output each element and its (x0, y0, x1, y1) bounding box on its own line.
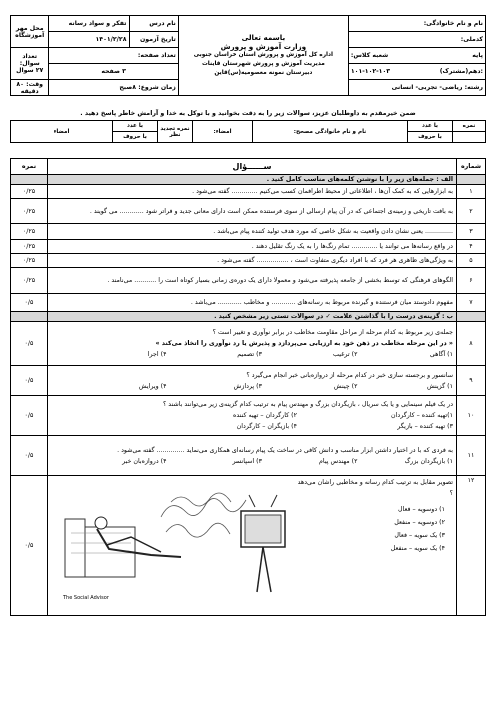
subject-value-cell (49, 16, 129, 32)
question-score: ۰/۲۵ (11, 199, 48, 224)
review-score-label: نمره تجدید نظر (160, 125, 190, 138)
question-row (11, 436, 486, 476)
score-label: نمره (462, 123, 476, 129)
question-text: مفهوم دادوستد میان فرستنده و گیرنده مربوط به رسانه‌های ............ و مخاطب ............ می‌باشد . (48, 294, 457, 312)
class-value: ۱۰۱-۱۰۲-۱۰۳ (350, 68, 391, 75)
question-number: ۱ (457, 185, 486, 199)
option[interactable]: ۴) بازیگران – کارگردان (236, 423, 297, 430)
question-row (11, 268, 486, 294)
review-in-numbers: با عدد (126, 123, 144, 129)
field-label: رشته: (464, 84, 483, 91)
grading-box (10, 120, 486, 143)
question-row (11, 254, 486, 268)
question-number: ۱۰ (457, 396, 486, 436)
options (51, 349, 453, 360)
question-score: ۰/۵ (11, 322, 48, 366)
qcount-label: تعداد سوال: (19, 53, 40, 67)
question-number: ۱۲ (457, 476, 486, 616)
question-text: به ویژگی‌های ظاهری هر فرد که با افراد دیگری متفاوت است ، ................ گفته می‌شود . (48, 254, 457, 268)
table-header (11, 159, 486, 175)
question-text: .............. یعنی نشان دادن واقعیت به شکل خاصی که مورد هدف تولید کننده پیام می‌باشد . (48, 224, 457, 240)
date-value-cell (49, 32, 129, 48)
option[interactable]: ۲) ترغیب (333, 351, 358, 358)
pages-cell (49, 48, 178, 64)
col-num: شماره (457, 159, 486, 175)
date-label-cell (129, 32, 178, 48)
question-number: ۹ (457, 366, 486, 396)
question-number: ۴ (457, 240, 486, 254)
option[interactable]: ۳) یک سویه – فعال (394, 532, 445, 539)
sign2-label: امضاء (53, 128, 70, 135)
score-number-cell (408, 121, 453, 132)
section-b-title: ب : گزینه‌ی درست را با گذاشتن علامت ✓ در سوالات تستی زیر مشخص کنید . (48, 312, 457, 322)
option[interactable]: ۱) آگاهی (429, 351, 453, 358)
option[interactable]: ۲) کارگردان – تهیه کننده (233, 412, 297, 419)
qcount-value: ۲۷ سوال (16, 67, 44, 74)
score-cell (453, 121, 486, 132)
start-time: زمان شروع: ۸صبح (119, 84, 176, 91)
option[interactable]: ۲) چینش (333, 382, 358, 390)
question-text: تصویر مقابل به ترتیب کدام رسانه و مخاطبی راشان می‌دهد ؟ (297, 479, 453, 497)
section-a-num (457, 175, 486, 185)
option[interactable]: ۳) اسپانسر (232, 457, 262, 465)
question-row (11, 366, 486, 396)
image-caption: The Social Advisor (63, 595, 109, 601)
name-cell (348, 16, 485, 32)
sign-cell (193, 121, 253, 143)
seal-label: محل مهر (15, 24, 44, 32)
option[interactable]: ۴) اجرا (147, 351, 167, 358)
review-score-cell (158, 121, 193, 143)
option[interactable]: ۴) دروازه‌بان خبر (122, 457, 167, 465)
corrector-cell (253, 121, 408, 143)
question-score: ۰/۵ (11, 436, 48, 476)
section-b-score (11, 312, 48, 322)
question-score: ۰/۵ (11, 294, 48, 312)
code-cell (348, 32, 485, 48)
section-a-score (11, 175, 48, 185)
option[interactable]: ۱) دوسویه – فعال (397, 506, 445, 513)
question-number: ۱۱ (457, 436, 486, 476)
option[interactable]: ۴) ویرایش (138, 382, 167, 390)
question-text: الگوهای فرهنگی که توسط بخشی از جامعه پذیرفته می‌شود و معمولا دارای یک دوره‌ی زمانی بسیار کوتاه است را ........... می‌نامند . (48, 268, 457, 294)
pages-value-cell (49, 64, 178, 80)
time-label: وقت: (26, 80, 44, 88)
header-school: دبیرستان نمونه معصومیه(س)قاین (214, 70, 313, 76)
question-body (48, 396, 457, 436)
option[interactable]: ۱)تهیه کننده – کارگردان (391, 412, 453, 419)
review-in-letters: با حروف (123, 134, 147, 140)
question-score: ۰/۲۵ (11, 240, 48, 254)
question-body (48, 366, 457, 396)
score-in-numbers: با عدد (421, 123, 439, 129)
question-row (11, 396, 486, 436)
options (51, 456, 453, 467)
option[interactable]: ۳) پردازش (233, 382, 262, 390)
options (51, 410, 453, 432)
options (51, 381, 453, 392)
review-number-cell (113, 121, 158, 132)
question-row (11, 199, 486, 224)
question-text: سانسور و برجسته سازی خبر در کدام مرحله از دروازه‌بانی خبر انجام می‌گیرد ؟ (246, 371, 453, 379)
time-value: ۸۰ دقیقه (16, 80, 39, 95)
field-cell (348, 80, 485, 96)
header-title: باسمه تعالی (241, 33, 286, 42)
subject-label-cell (129, 16, 178, 32)
option[interactable]: ۱) بازیگردان بزرگ (404, 457, 453, 465)
question-number: ۷ (457, 294, 486, 312)
option[interactable]: ۲) دوسویه – منفعل (394, 519, 445, 526)
option[interactable]: ۳) تصمیم (237, 351, 262, 358)
question-score: ۰/۲۵ (11, 254, 48, 268)
question-score: ۰/۲۵ (11, 268, 48, 294)
question-number: ۳ (457, 224, 486, 240)
class-label: شعبه کلاس: (350, 52, 389, 59)
section-b-num (457, 312, 486, 322)
review-letters-cell (113, 132, 158, 143)
question-number: ۶ (457, 268, 486, 294)
col-question: ســــــؤال (48, 159, 457, 175)
header-center (178, 16, 348, 96)
time-cell (11, 80, 49, 96)
exam-header (10, 15, 486, 96)
question-row (11, 294, 486, 312)
question-row (11, 240, 486, 254)
option[interactable]: ۳) تهیه کننده – بازیگر (397, 423, 453, 430)
field-value: ریاضی- تجربی- انسانی (391, 84, 463, 91)
col-score: نمره (11, 159, 48, 175)
question-score: ۰/۵ (11, 366, 48, 396)
question-text: به فردی که با در اختیار داشتن ابزار مناسب و دانش کافی در ساخت یک پیام رسانه‌ای همکاری می‌نماید .............. گفته می‌شود . (117, 446, 453, 454)
section-a-row (11, 175, 486, 185)
start-cell (49, 80, 178, 96)
subject-value: تفکر و سواد رسانه (68, 20, 127, 27)
question-row (11, 224, 486, 240)
question-text: در یک فیلم سینمایی و یا یک سریال ، بازیگردان بزرگ و مهندس پیام به ترتیب کدام گزینه‌ی زیر می‌توانند باشند ؟ (162, 401, 453, 408)
date-value: ۱۴۰۱/۲/۲۸ (95, 36, 127, 43)
question-number: ۲ (457, 199, 486, 224)
option[interactable]: ۱) گزینش (426, 382, 453, 390)
pages-value: ۳ صفحه (101, 68, 126, 75)
question-number: ۵ (457, 254, 486, 268)
header-province: اداره کل آموزش و پرورش استان خراسان جنوبی (193, 52, 333, 58)
corrector-label: نام و نام خانوادگی مصحح: (293, 128, 367, 135)
name-label: نام و نام خانوادگی: (423, 20, 483, 27)
question-row (11, 185, 486, 199)
question-row (11, 322, 486, 366)
tv-illustration-image (61, 477, 296, 603)
seal-cell (11, 16, 49, 48)
seal-value: آموزشگاه (15, 31, 45, 39)
question-text: جمله‌ی زیر مربوط به کدام مرحله از مراحل مقاومت مخاطب در برابر نوآوری و تغییر است ؟ (212, 329, 453, 336)
grade-class-cell (348, 48, 485, 64)
grade-label: پایه (472, 52, 483, 59)
question-score: ۰/۵ (11, 396, 48, 436)
score-empty (453, 132, 486, 143)
pages-label: تعداد صفحه: (137, 52, 176, 59)
question-text: به ابزارهایی که به کمک آن‌ها ، اطلاعاتی از محیط اطرافمان کسب می‌کنیم ............. گفته می‌شود . (48, 185, 457, 199)
question-score: ۰/۲۵ (11, 185, 48, 199)
question-text: به بافت تاریخی و زمینه‌ی اجتماعی که در آن پیام ارسالی از سوی فرستنده ممکن است دارای معانی جدید و فراتر شود ............ می گویند . (48, 199, 457, 224)
subject-label: نام درس (149, 20, 176, 27)
header-district: مدیریت آموزش و پرورش شهرستان قاینات (201, 61, 325, 67)
question-body (48, 436, 457, 476)
question-score: ۰/۵ (11, 476, 48, 616)
option[interactable]: ۲) مهندس پیام (319, 457, 358, 465)
questions-table (10, 158, 486, 616)
grade-value: :دهم(مشترک) (439, 68, 483, 75)
tv-viewer-illustration (61, 477, 296, 603)
sign2-cell (11, 121, 113, 143)
code-label: کدملی: (460, 36, 483, 43)
section-b-row (11, 312, 486, 322)
option[interactable]: ۴) یک سویه – منفعل (390, 545, 445, 552)
exam-notice: ضمن خیرمقدم به داوطلبان عزیز، سوالات زیر را به دقت بخوانید و با توکل به خدا و آرامش خاطر پاسخ دهید . (80, 110, 416, 117)
sign-label: امضاء: (213, 128, 232, 135)
date-label: تاریخ آزمون (140, 36, 176, 43)
question-row (11, 476, 486, 616)
score-letters-cell (408, 132, 453, 143)
score-in-letters: با حروف (418, 134, 442, 140)
question-quote: « در این مرحله مخاطب در ذهن خود به ارزیابی می‌پردازد و پذیرش یا رد نوآوری را اتخاذ می‌کند » (155, 340, 453, 347)
grade-value-cell (348, 64, 485, 80)
header-ministry: وزارت آموزش و پرورش (220, 42, 307, 51)
question-body (48, 322, 457, 366)
question-number: ۸ (457, 322, 486, 366)
question-body (48, 476, 457, 616)
section-a-title: الف : جمله‌های زیر را با نوشتن کلمه‌های مناسب کامل کنید . (48, 175, 457, 185)
qcount-cell (11, 48, 49, 80)
question-score: ۰/۲۵ (11, 224, 48, 240)
question-text: در واقع رسانه‌ها می توانند یا ............. تمام رنگ‌ها را به یک رنگ تقلیل دهند . (48, 240, 457, 254)
